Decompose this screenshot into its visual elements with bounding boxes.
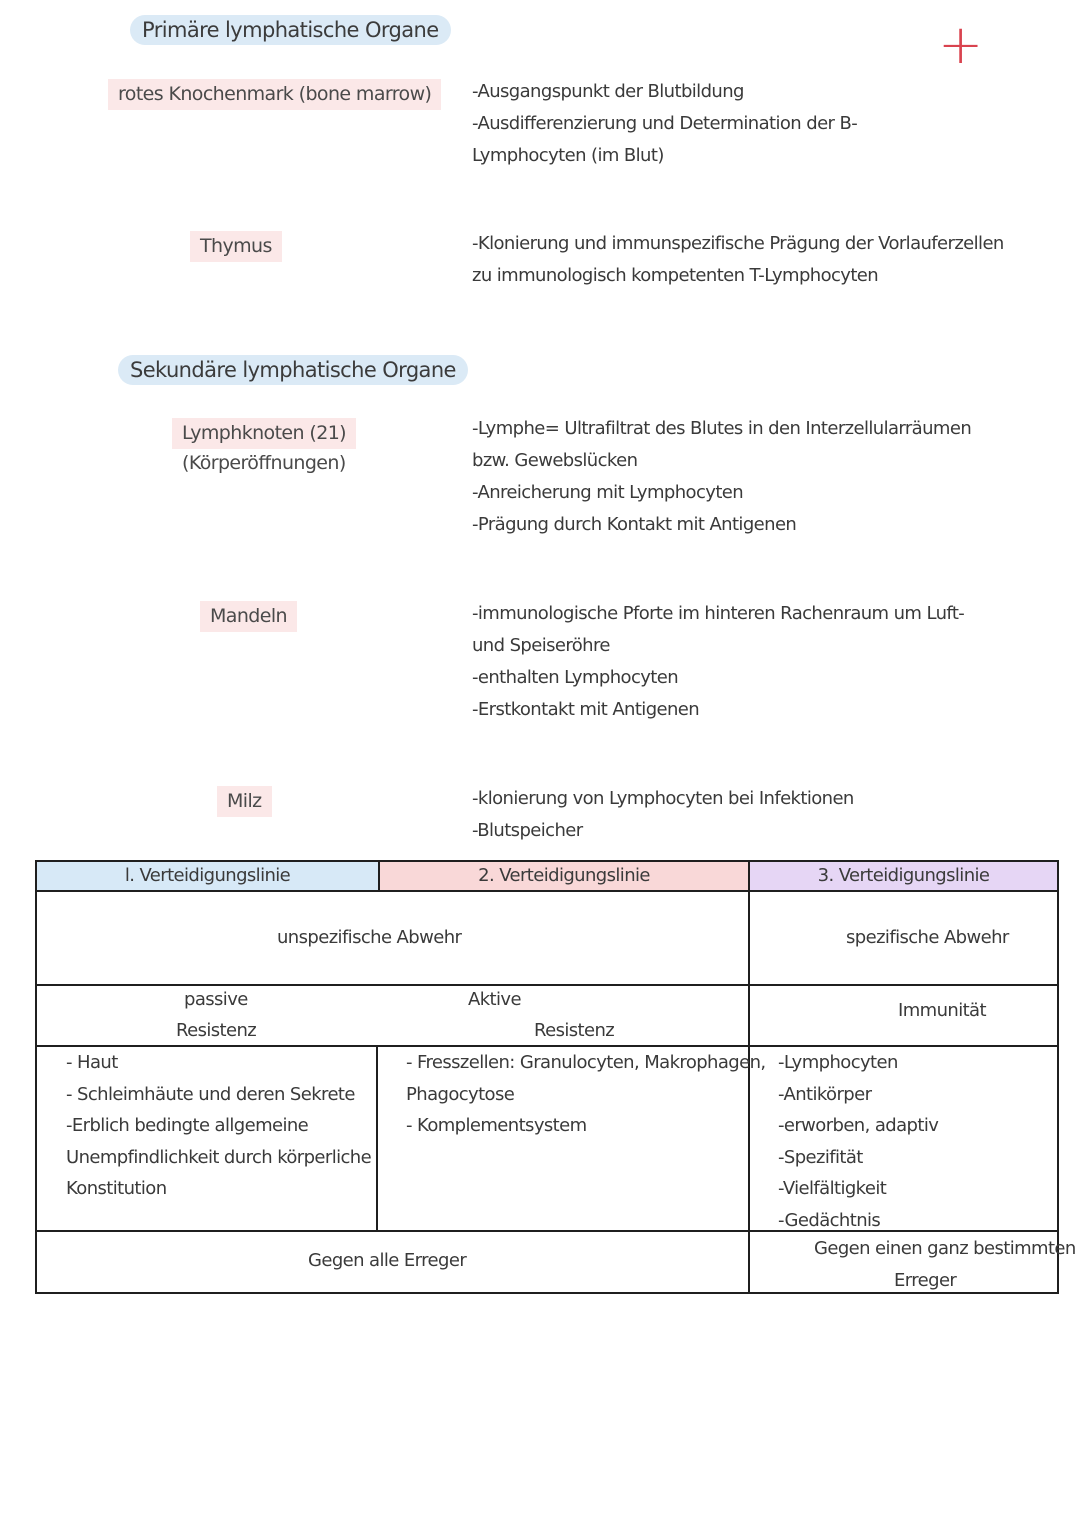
list-item: - Schleimhäute und deren Sekrete [66,1083,355,1105]
desc-line: -Ausdifferenzierung und Determination der B- [472,113,858,134]
organ-lymph-nodes [172,418,356,449]
immunity-list [778,1047,938,1236]
header-line-2-label: 2. Verteidigungslinie [478,864,650,886]
header-line-1 [37,860,378,890]
list-item: -Erblich bedingte allgemeine [66,1115,309,1136]
desc-line: -Ausgangspunkt der Blutbildung [472,81,744,102]
organ-name: Lymphknoten (21) [182,422,346,444]
all-pathogens: Gegen alle Erreger [308,1250,467,1271]
desc-line: bzw. Gewebslücken [472,450,638,471]
desc-line: und Speiseröhre [472,635,610,656]
active-label: Aktive [468,989,521,1010]
specific-defense: spezifische Abwehr [846,927,1009,948]
primary-organs-heading: Primäre lymphatische Organe [130,15,451,45]
desc-line: -Erstkontakt mit Antigenen [472,699,700,720]
organ-bone-marrow: rotes Knochenmark (bone marrow) [108,79,441,110]
organ-bone-marrow-desc [472,76,857,172]
table-border-left [35,860,37,1294]
specific-pathogen-line-2: Erreger [894,1270,957,1291]
table-divider [378,860,380,891]
passive-resistance-label: Resistenz [176,1020,257,1041]
passive-list [66,1047,371,1205]
table-border-top [35,860,1059,862]
organ-thymus-desc [472,228,1004,292]
header-line-3-label: 3. Verteidigungslinie [817,864,990,886]
list-item: - Komplementsystem [406,1115,587,1136]
list-item: Konstitution [66,1178,167,1199]
desc-line: -enthalten Lymphocyten [472,667,679,688]
list-item: -Lymphocyten [778,1052,898,1073]
list-item: - Haut [66,1052,118,1073]
desc-line: -Klonierung und immunspezifische Prägung der Vorlauferzellen [472,233,1004,254]
list-item: - Fresszellen: Granulocyten, Makrophagen, [406,1052,766,1073]
table-border-right [1057,860,1059,1294]
header-line-3 [750,860,1057,890]
header-line-1-label: l. Verteidigungslinie [124,864,291,886]
table-divider [376,1045,378,1231]
list-item: -Spezifität [778,1146,863,1168]
list-item: -Antikörper [778,1083,872,1105]
organ-thymus: Thymus [190,231,282,262]
list-item: -erworben, adaptiv [778,1115,939,1136]
active-list [406,1047,766,1142]
desc-line: -klonierung von Lymphocyten bei Infektionen [472,788,854,809]
desc-line: zu immunologisch kompetenten T-Lymphocyten [472,265,879,286]
desc-line: -immunologische Pforte im hinteren Rachenraum um Luft- [472,603,965,624]
defense-table [35,860,1076,1294]
organ-tonsils: Mandeln [200,601,297,632]
table-border-bottom [35,1292,1059,1294]
desc-line: -Anreicherung mit Lymphocyten [472,482,744,503]
organ-lymph-nodes-desc [472,413,971,541]
passive-label: passive [184,989,248,1010]
organ-spleen-desc [472,783,854,847]
plus-icon: + [938,13,983,76]
secondary-organs-heading: Sekundäre lymphatische Organe [118,355,468,385]
organ-spleen: Milz [217,786,272,817]
list-item: Unempfindlichkeit durch körperliche [66,1146,372,1168]
header-line-2 [380,860,748,890]
desc-line: -Blutspeicher [472,820,583,841]
list-item: -Gedächtnis [778,1209,881,1231]
unspecific-defense: unspezifische Abwehr [277,927,462,948]
desc-line: -Lymphe= Ultrafiltrat des Blutes in den Interzellularräumen [472,418,972,439]
desc-line: Lymphocyten (im Blut) [472,145,664,166]
immunity-label: Immunität [898,1000,986,1021]
list-item: -Vielfältigkeit [778,1178,887,1199]
table-divider [35,984,1059,986]
table-divider [35,890,1059,892]
desc-line: -Prägung durch Kontakt mit Antigenen [472,514,797,535]
specific-pathogen-line-1: Gegen einen ganz bestimmten [814,1238,1076,1259]
organ-lymph-nodes-sub: (Körperöffnungen) [182,452,346,474]
list-item: Phagocytose [406,1083,515,1105]
active-resistance-label: Resistenz [534,1020,615,1041]
organ-tonsils-desc [472,598,964,726]
